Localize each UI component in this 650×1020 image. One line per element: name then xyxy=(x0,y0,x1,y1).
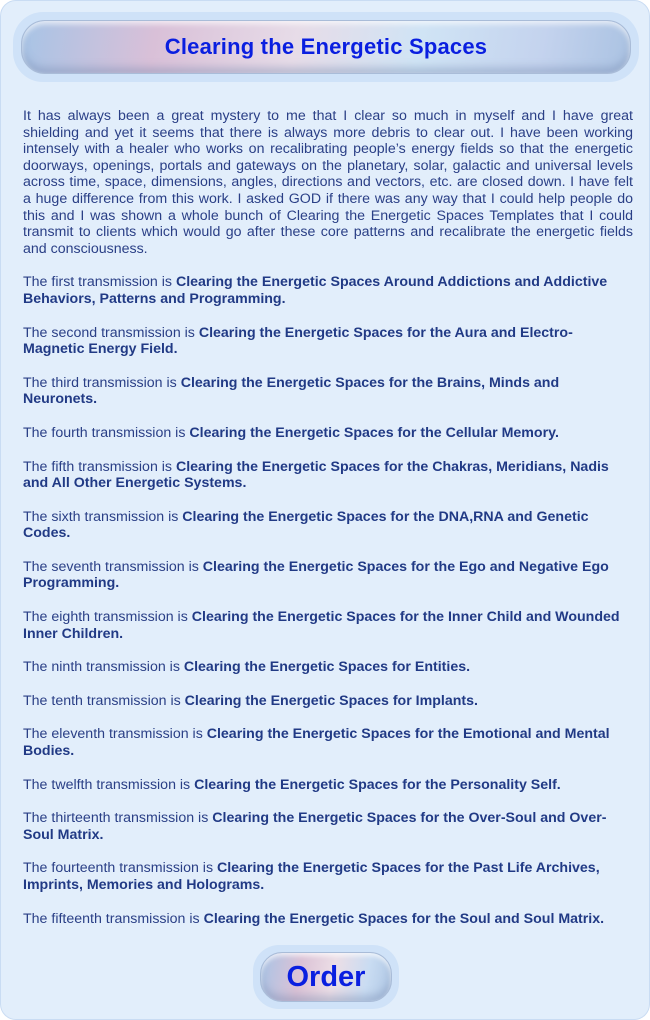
transmission-prefix: The fourth transmission is xyxy=(23,424,190,441)
transmission-title: Clearing the Energetic Spaces for the Aura and Electro-Magnetic Energy Field. xyxy=(23,324,573,358)
transmission-item xyxy=(23,860,633,893)
transmission-title: Clearing the Energetic Spaces Around Addictions and Addictive Behaviors, Patterns and Programming. xyxy=(23,274,608,307)
transmission-item xyxy=(23,659,633,676)
transmission-title: Clearing the Energetic Spaces for the Chakras, Meridians, Nadis and All Other Energetic Systems. xyxy=(23,458,609,492)
article-body xyxy=(23,108,633,944)
transmission-title: Clearing the Energetic Spaces for the Ego and Negative Ego Programming. xyxy=(23,558,609,592)
transmission-prefix: The first transmission is xyxy=(23,274,176,291)
transmission-item xyxy=(23,509,633,542)
transmission-prefix: The ninth transmission is xyxy=(23,659,184,676)
transmission-prefix: The third transmission is xyxy=(23,374,181,391)
transmission-prefix: The sixth transmission is xyxy=(23,508,183,525)
transmission-item xyxy=(23,726,633,759)
transmission-prefix: The fifteenth transmission is xyxy=(23,910,204,927)
transmission-prefix: The fourteenth transmission is xyxy=(23,860,217,877)
transmission-prefix: The fifth transmission is xyxy=(23,458,176,475)
header-banner xyxy=(13,12,639,82)
transmission-item xyxy=(23,693,633,710)
transmission-prefix: The second transmission is xyxy=(23,324,199,341)
order-button-label: Order xyxy=(286,961,366,993)
transmission-title: Clearing the Energetic Spaces for the Emotional and Mental Bodies. xyxy=(23,726,610,760)
transmission-prefix: The thirteenth transmission is xyxy=(23,810,213,827)
order-button-frame xyxy=(253,945,399,1009)
transmission-prefix: The tenth transmission is xyxy=(23,692,185,709)
transmission-title: Clearing the Energetic Spaces for the Inner Child and Wounded Inner Children. xyxy=(23,609,620,642)
transmission-item xyxy=(23,459,633,492)
transmission-title: Clearing the Energetic Spaces for the Brains, Minds and Neuronets. xyxy=(23,374,560,408)
transmission-title: Clearing the Energetic Spaces for the Over-Soul and Over-Soul Matrix. xyxy=(23,810,607,843)
transmission-title: Clearing the Energetic Spaces for Entities. xyxy=(183,659,471,676)
transmission-item xyxy=(23,559,633,592)
transmission-title: Clearing the Energetic Spaces for Implants. xyxy=(184,692,478,709)
transmission-title: Clearing the Energetic Spaces for the Soul and Soul Matrix. xyxy=(203,910,605,927)
transmission-item xyxy=(23,425,633,442)
transmission-prefix: The twelfth transmission is xyxy=(23,776,195,793)
transmission-title: Clearing the Energetic Spaces for the Cellular Memory. xyxy=(189,424,559,441)
intro-paragraph: It has always been a great mystery to me that I clear so much in myself and I have great shielding and yet it seems that there is always more debris to clear out. I have been working intensely with a healer who works on recalibrating people’s energy fields so that the energetic doorways, openings, portals and gateways on the planetary, solar, galactic and universal levels across time, space, dimensions, angles, directions and vectors, etc. are closed down. I have felt a huge difference from this work. I asked GOD if there was any way that I could help people do this and I was shown a whole bunch of Clearing the Energetic Spaces Templates that I could transmit to clients which would go after these core patterns and recalibrate the energetic fields and consciousness. xyxy=(23,108,633,257)
transmission-item xyxy=(23,911,633,928)
header-plate xyxy=(21,20,631,74)
order-button[interactable] xyxy=(260,952,392,1002)
transmission-title: Clearing the Energetic Spaces for the Personality Self. xyxy=(194,776,561,793)
page-title: Clearing the Energetic Spaces xyxy=(164,34,488,59)
transmission-item xyxy=(23,274,633,307)
transmission-prefix: The seventh transmission is xyxy=(23,558,203,575)
transmission-title: Clearing the Energetic Spaces for the DNA,RNA and Genetic Codes. xyxy=(23,508,589,542)
transmission-item xyxy=(23,777,633,794)
transmission-item xyxy=(23,609,633,642)
transmission-item xyxy=(23,325,633,358)
transmission-item xyxy=(23,375,633,408)
transmission-prefix: The eleventh transmission is xyxy=(23,726,207,743)
transmission-item xyxy=(23,810,633,843)
transmission-prefix: The eighth transmission is xyxy=(23,609,192,626)
transmission-title: Clearing the Energetic Spaces for the Past Life Archives, Imprints, Memories and Holograms. xyxy=(23,860,600,893)
